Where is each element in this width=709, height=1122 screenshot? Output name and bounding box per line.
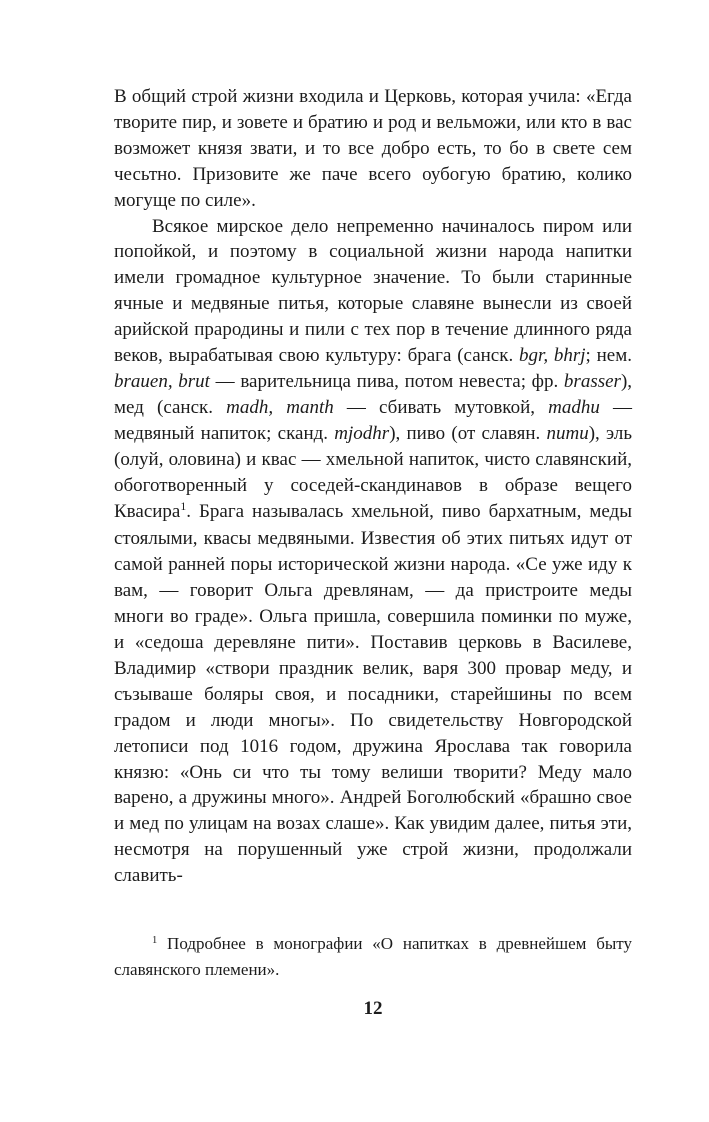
page-number: 12 xyxy=(363,998,383,1019)
footnote xyxy=(114,933,632,981)
footnote-text: Подробнее в монографии «О напитках в древнейшем быту славянского племени». xyxy=(114,934,632,979)
paragraph-church-teaching: В общий строй жизни входила и Церковь, которая учила: «Егда творите пир, и зовете и братию и род и вельможи, или кто в вас возможет князя звати, и то все добро есть, то бо в свете сем чесьтно. Призовите же паче всего оубогую братию, колико могуще по силе». xyxy=(114,86,632,211)
footnote-marker: 1 xyxy=(152,935,158,947)
text-block xyxy=(114,84,632,889)
paragraph-drinks-history: Всякое мирское дело непременно начиналось пиром или попойкой, и поэтому в социальной жизни народа напитки имели громадное культурное значение. То были старинные ячные и медвяные питья, которые славяне вынесли из своей арийской прародины и пили с тех пор в течение длинного ряда веков, вырабатывая свою культуру: брага (санск. bgr, bhrj; нем. brauen, brut — варительница пива, потом невеста; фр. brasser), мед (санск. madh, manth — сбивать мутовкой, madhu — медвяный напиток; сканд. mjodhr), пиво (от славян. пити), эль (олуй, оловина) и квас — хмельной напиток, чисто славянский, обоготворенный у соседей-скандинавов в образе вещего Квасира$^1$. Брага называлась хмельной, пиво бархатным, меды стоялыми, квасы медвяными. Известия об этих питьях идут от самой ранней поры исторической жизни народа. «Се уже иду к вам, — говорит Ольга древлянам, — да пристроите меды многи во граде». Ольга пришла, совершила поминки по муже, и «седоша деревляне пити». Поставив церковь в Василеве, Владимир «створи праздник велик, варя 300 провар меду, и съзываше боляры своя, и посадники, старейшины по всем градом и люди многы». По свидетельству Новгородской летописи под 1016 годом, дружина Ярослава так говорила князю: «Онь си что ты тому велиши творити? Меду мало варено, а дружины много». Андрей Боголюбский «брашно свое и мед по улицам на возах слаше». Как увидим далее, питья эти, несмотря на порушенный уже строй жизни, продолжали славить- xyxy=(114,215,633,887)
